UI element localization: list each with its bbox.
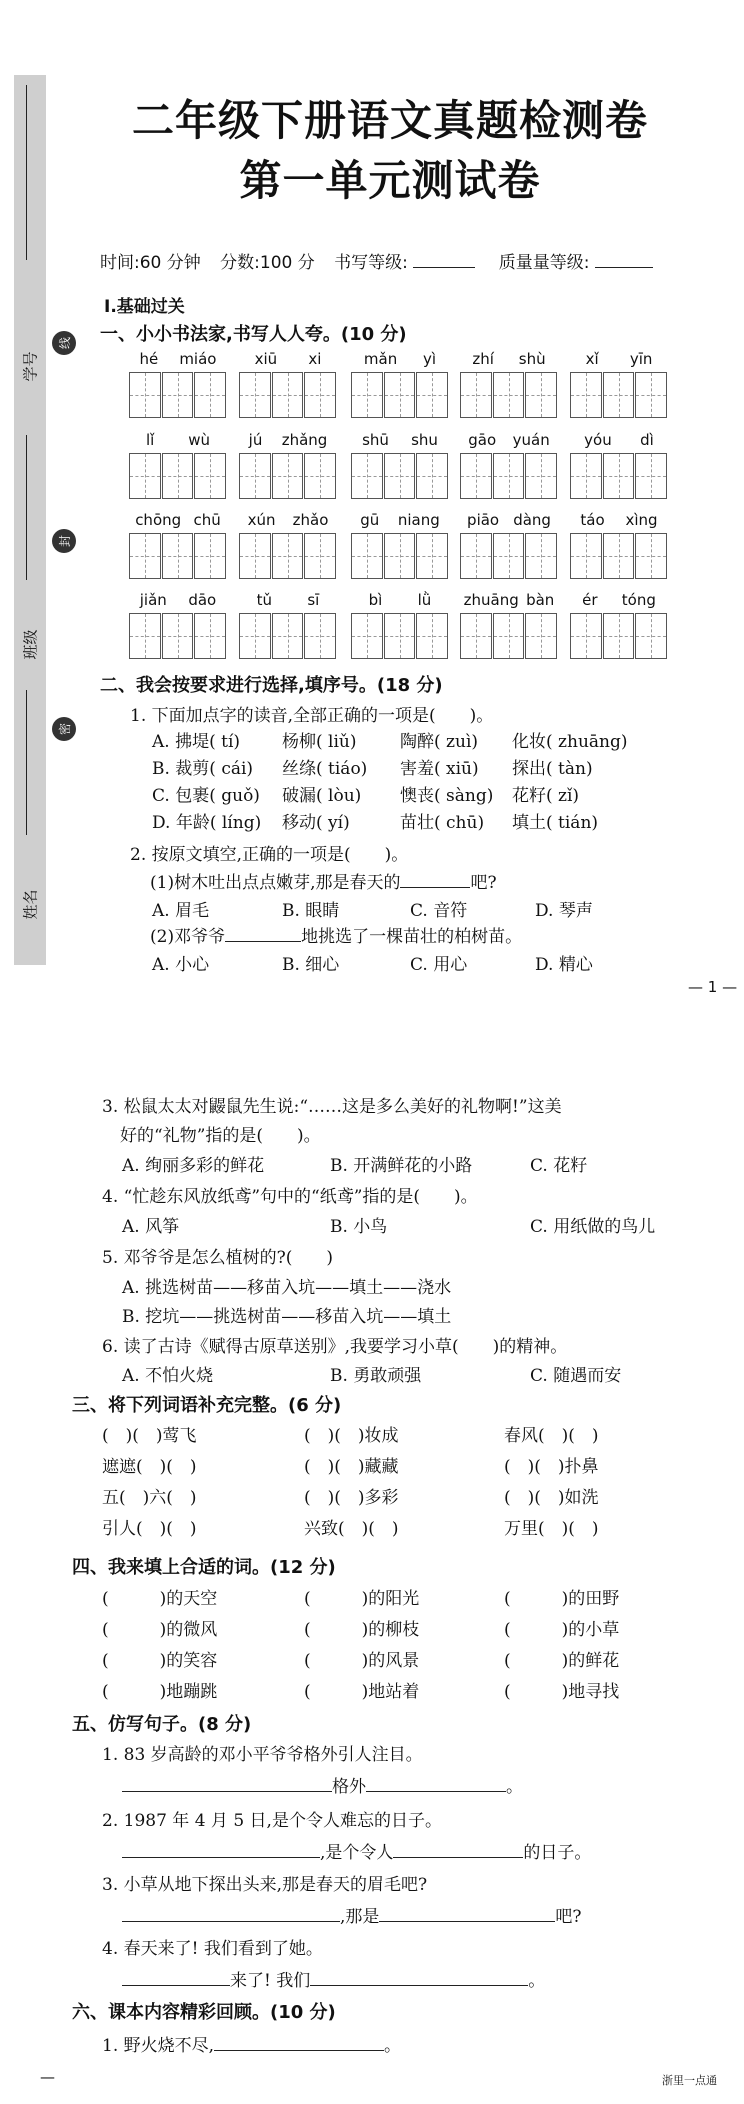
writing-box[interactable] xyxy=(239,453,271,499)
pinyin-syllable: shu xyxy=(411,431,438,449)
writing-box[interactable] xyxy=(493,453,525,499)
choice-option: B. 勇敢顽强 xyxy=(330,1366,422,1386)
choice-option: 花籽( zǐ) xyxy=(512,786,580,806)
pinyin-syllable: dāo xyxy=(188,591,217,609)
writing-box[interactable] xyxy=(635,453,667,499)
pinyin-syllable: shù xyxy=(518,350,546,368)
pinyin-syllable: ér xyxy=(582,591,598,609)
q5-s1: 1. 83 岁高龄的邓小平爷爷格外引人注目。 xyxy=(102,1745,423,1765)
pinyin-syllable: shū xyxy=(362,431,389,449)
q5-s2-end: 的日子。 xyxy=(523,1843,592,1863)
writing-box[interactable] xyxy=(304,453,336,499)
part-heading: I.基础过关 xyxy=(104,297,185,317)
pinyin-syllable: piāo xyxy=(467,511,500,529)
choice-option: D. 年龄( líng) xyxy=(152,813,262,833)
writing-box[interactable] xyxy=(384,453,416,499)
pinyin-line xyxy=(239,511,337,533)
writing-box[interactable] xyxy=(603,372,635,418)
q2-s1: 1. 下面加点字的读音,全部正确的一项是( )。 xyxy=(130,706,494,726)
writing-box[interactable] xyxy=(525,613,557,659)
idiom-blank[interactable]: 引人( )( ) xyxy=(102,1519,197,1539)
q2-s5: 5. 邓爷爷是怎么植树的?( ) xyxy=(102,1248,334,1268)
writing-box[interactable] xyxy=(239,613,271,659)
choice-option: 杨柳( liǔ) xyxy=(282,732,357,752)
choice-option: D. 琴声 xyxy=(535,901,593,921)
q5-s4-blank-b[interactable] xyxy=(310,1985,528,1986)
writing-box[interactable] xyxy=(162,372,194,418)
writing-box[interactable] xyxy=(129,372,161,418)
page-title: 二年级下册语文真题检测卷 xyxy=(131,96,648,145)
writing-boxes xyxy=(460,453,558,499)
writing-box[interactable] xyxy=(272,613,304,659)
q6-s1-end: 。 xyxy=(384,2036,402,2056)
writing-box[interactable] xyxy=(460,453,492,499)
writing-boxes xyxy=(460,372,558,418)
pinyin-word-group xyxy=(460,511,558,579)
pinyin-syllable: sī xyxy=(307,591,320,609)
pinyin-line xyxy=(351,591,449,613)
writing-box[interactable] xyxy=(570,453,602,499)
q5-s3-end: 吧? xyxy=(555,1907,582,1927)
idiom-blank[interactable]: ( )( )莺飞 xyxy=(102,1426,197,1446)
idiom-blank[interactable]: ( )( )藏藏 xyxy=(304,1457,399,1477)
idiom-blank[interactable]: 遮遮( )( ) xyxy=(102,1457,197,1477)
pinyin-line xyxy=(129,350,227,372)
student-no-label: 学号 xyxy=(21,351,40,382)
q4-heading: 四、我来填上合适的词。(12 分) xyxy=(72,1557,336,1578)
writing-box[interactable] xyxy=(351,533,383,579)
pinyin-word-group xyxy=(129,350,227,418)
writing-boxes xyxy=(570,533,668,579)
choice-option: C. 随遇而安 xyxy=(530,1366,622,1386)
pinyin-line xyxy=(129,591,227,613)
q5-s4-answer xyxy=(122,1966,545,1991)
writing-boxes xyxy=(239,613,337,659)
class-line xyxy=(26,435,27,580)
writing-box[interactable] xyxy=(525,533,557,579)
pinyin-syllable: xǐ xyxy=(585,350,599,368)
writing-boxes xyxy=(239,372,337,418)
idiom-blank[interactable]: 万里( )( ) xyxy=(504,1519,599,1539)
pinyin-syllable: xi xyxy=(308,350,322,368)
pinyin-word-group xyxy=(460,431,558,499)
idiom-blank[interactable]: 五( )六( ) xyxy=(102,1488,197,1508)
name-label: 姓名 xyxy=(21,889,40,920)
pinyin-syllable: jú xyxy=(248,431,263,449)
choice-option: A. 小心 xyxy=(152,955,210,975)
writing-box[interactable] xyxy=(460,372,492,418)
writing-boxes xyxy=(351,613,449,659)
word-blank[interactable]: ( )的笑容 xyxy=(102,1651,218,1671)
word-blank[interactable]: ( )地站着 xyxy=(304,1682,420,1702)
pinyin-line xyxy=(460,350,558,372)
choice-option: 破漏( lòu) xyxy=(282,786,362,806)
binding-margin xyxy=(14,75,46,965)
pinyin-line xyxy=(239,591,337,613)
writing-box[interactable] xyxy=(635,613,667,659)
pinyin-syllable: lǜ xyxy=(417,591,432,609)
writing-box[interactable] xyxy=(384,372,416,418)
pinyin-syllable: dì xyxy=(640,431,654,449)
writing-boxes xyxy=(239,453,337,499)
idiom-blank[interactable]: ( )( )扑鼻 xyxy=(504,1457,599,1477)
choice-option: A. 拂堤( tí) xyxy=(152,732,241,752)
writing-boxes xyxy=(239,533,337,579)
brand-footer: 浙里一点通 xyxy=(662,2074,717,2087)
writing-box[interactable] xyxy=(460,533,492,579)
pinyin-line xyxy=(570,431,668,453)
word-blank[interactable]: ( )的天空 xyxy=(102,1589,218,1609)
choice-option: A. 绚丽多彩的鲜花 xyxy=(122,1156,265,1176)
pinyin-line xyxy=(351,350,449,372)
writing-boxes xyxy=(570,613,668,659)
pinyin-syllable: yīn xyxy=(629,350,653,368)
writing-box[interactable] xyxy=(570,533,602,579)
q2-s6: 6. 读了古诗《赋得古原草送别》,我要学习小草( )的精神。 xyxy=(102,1337,568,1357)
pinyin-syllable: niang xyxy=(397,511,440,529)
pinyin-syllable: lǐ xyxy=(145,431,155,449)
writing-box[interactable] xyxy=(304,372,336,418)
pinyin-line xyxy=(460,511,558,533)
writing-box[interactable] xyxy=(570,613,602,659)
choice-option: B. 开满鲜花的小路 xyxy=(330,1156,473,1176)
writing-box[interactable] xyxy=(603,533,635,579)
seal-circle-line: 线 xyxy=(52,331,76,355)
writing-box[interactable] xyxy=(194,372,226,418)
pinyin-syllable: wù xyxy=(188,431,211,449)
pinyin-line xyxy=(351,431,449,453)
pinyin-syllable: jiǎn xyxy=(139,591,167,609)
word-blank[interactable]: ( )的田野 xyxy=(504,1589,620,1609)
pinyin-line xyxy=(570,511,668,533)
q3-heading: 三、将下列词语补充完整。(6 分) xyxy=(72,1395,342,1416)
q2-s5-b: B. 挖坑——挑选树苗——移苗入坑——填土 xyxy=(122,1307,452,1327)
choice-option: A. 眉毛 xyxy=(152,901,210,921)
writing-box[interactable] xyxy=(351,613,383,659)
choice-option: C. 包裹( guǒ) xyxy=(152,786,260,806)
writing-box[interactable] xyxy=(416,533,448,579)
q5-s1-fill: 格外 xyxy=(332,1777,366,1797)
pinyin-syllable: miáo xyxy=(179,350,217,368)
pinyin-syllable: zhǎo xyxy=(292,511,329,529)
name-line xyxy=(26,690,27,835)
q5-s3-answer xyxy=(122,1902,582,1927)
q1-heading: 一、小小书法家,书写人人夸。(10 分) xyxy=(100,324,407,345)
writing-box[interactable] xyxy=(525,453,557,499)
choice-option: A. 不怕火烧 xyxy=(122,1366,214,1386)
writing-box[interactable] xyxy=(460,613,492,659)
pinyin-line xyxy=(129,511,227,533)
choice-option: D. 精心 xyxy=(535,955,593,975)
pinyin-word-group xyxy=(239,591,337,659)
pinyin-syllable: zhí xyxy=(472,350,494,368)
writing-boxes xyxy=(129,533,227,579)
pinyin-word-group xyxy=(570,511,668,579)
q6-s1-blank[interactable] xyxy=(214,2050,384,2051)
quality-grade-blank[interactable] xyxy=(595,267,653,268)
q5-heading: 五、仿写句子。(8 分) xyxy=(72,1714,252,1735)
writing-box[interactable] xyxy=(272,453,304,499)
pinyin-word-group xyxy=(351,591,449,659)
writing-boxes xyxy=(129,613,227,659)
pinyin-line xyxy=(570,350,668,372)
seal-circle-seal: 封 xyxy=(52,529,76,553)
q2-s2a xyxy=(150,868,497,893)
q5-s2-fill: ,是个令人 xyxy=(320,1843,394,1863)
writing-box[interactable] xyxy=(351,372,383,418)
writing-box[interactable] xyxy=(162,613,194,659)
pinyin-word-group xyxy=(351,431,449,499)
writing-box[interactable] xyxy=(570,372,602,418)
writing-box[interactable] xyxy=(416,372,448,418)
choice-option: C. 用纸做的鸟儿 xyxy=(530,1217,656,1237)
pinyin-word-group xyxy=(239,350,337,418)
writing-box[interactable] xyxy=(384,613,416,659)
writing-boxes xyxy=(351,453,449,499)
pinyin-word-group xyxy=(460,591,558,659)
writing-box[interactable] xyxy=(493,533,525,579)
idiom-blank[interactable]: 春风( )( ) xyxy=(504,1426,599,1446)
choice-option: C. 花籽 xyxy=(530,1156,588,1176)
word-blank[interactable]: ( )的阳光 xyxy=(304,1589,420,1609)
q5-s1-blank-b[interactable] xyxy=(366,1791,506,1792)
pinyin-syllable: xiū xyxy=(254,350,278,368)
pinyin-syllable: yóu xyxy=(584,431,612,449)
pinyin-line xyxy=(239,350,337,372)
writing-box[interactable] xyxy=(239,533,271,579)
choice-option: B. 眼睛 xyxy=(282,901,340,921)
student-no-line xyxy=(26,85,27,260)
writing-box[interactable] xyxy=(384,533,416,579)
exam-info xyxy=(100,248,653,273)
pinyin-syllable: chōng xyxy=(135,511,182,529)
q5-s3-fill: ,那是 xyxy=(340,1907,380,1927)
pinyin-syllable: mǎn xyxy=(363,350,398,368)
pinyin-syllable: hé xyxy=(139,350,159,368)
pinyin-word-group xyxy=(239,431,337,499)
word-blank[interactable]: ( )的微风 xyxy=(102,1620,218,1640)
idiom-blank[interactable]: ( )( )多彩 xyxy=(304,1488,399,1508)
page-number: — 1 — xyxy=(688,978,738,996)
writing-boxes xyxy=(570,372,668,418)
pinyin-syllable: yuán xyxy=(512,431,550,449)
class-label: 班级 xyxy=(21,629,40,660)
writing-boxes xyxy=(129,372,227,418)
q2-s2: 2. 按原文填空,正确的一项是( )。 xyxy=(130,845,409,865)
word-blank[interactable]: ( )的风景 xyxy=(304,1651,420,1671)
q5-s2: 2. 1987 年 4 月 5 日,是个令人难忘的日子。 xyxy=(102,1811,442,1831)
writing-box[interactable] xyxy=(129,533,161,579)
choice-option: 陶醉( zuì) xyxy=(400,732,479,752)
q2-s2b-post: 地挑选了一棵苗壮的柏树苗。 xyxy=(301,927,523,947)
pinyin-syllable: xún xyxy=(247,511,276,529)
q5-s2-answer xyxy=(122,1838,591,1863)
q2-s2b-pre: (2)邓爷爷 xyxy=(150,927,226,947)
writing-boxes xyxy=(129,453,227,499)
writing-boxes xyxy=(460,533,558,579)
quality-grade-label: 质量量等级: xyxy=(498,253,590,273)
pinyin-word-group xyxy=(570,591,668,659)
pinyin-syllable: gū xyxy=(360,511,380,529)
pinyin-syllable: bàn xyxy=(526,591,555,609)
writing-box[interactable] xyxy=(304,533,336,579)
pinyin-syllable: táo xyxy=(580,511,605,529)
q6-s1-text: 1. 野火烧不尽, xyxy=(102,2036,215,2056)
q5-s4-end: 。 xyxy=(528,1971,546,1991)
q5-s3-blank-a[interactable] xyxy=(122,1921,340,1922)
choice-option: A. 风筝 xyxy=(122,1217,180,1237)
time-info: 时间:60 分钟 xyxy=(100,253,201,273)
choice-option: B. 细心 xyxy=(282,955,340,975)
writing-box[interactable] xyxy=(416,453,448,499)
q5-s4: 4. 春天来了! 我们看到了她。 xyxy=(102,1939,323,1959)
footer-dash: — xyxy=(40,2068,55,2086)
pinyin-line xyxy=(239,431,337,453)
pinyin-word-group xyxy=(239,511,337,579)
choice-option: C. 音符 xyxy=(410,901,468,921)
pinyin-word-group xyxy=(351,350,449,418)
pinyin-line xyxy=(129,431,227,453)
word-blank[interactable]: ( )地蹦跳 xyxy=(102,1682,218,1702)
writing-box[interactable] xyxy=(603,453,635,499)
q5-s3-blank-b[interactable] xyxy=(379,1921,555,1922)
writing-box[interactable] xyxy=(493,372,525,418)
q2-s2a-end: 吧? xyxy=(470,873,497,893)
idiom-blank[interactable]: 兴致( )( ) xyxy=(304,1519,399,1539)
word-blank[interactable]: ( )地寻找 xyxy=(504,1682,620,1702)
idiom-blank[interactable]: ( )( )妆成 xyxy=(304,1426,399,1446)
writing-box[interactable] xyxy=(603,613,635,659)
pinyin-word-group xyxy=(351,511,449,579)
writing-box[interactable] xyxy=(525,372,557,418)
q2-s4: 4. “忙趁东风放纸鸢”句中的“纸鸢”指的是( )。 xyxy=(102,1187,478,1207)
q5-s4-fill: 来了! 我们 xyxy=(230,1971,311,1991)
writing-box[interactable] xyxy=(129,613,161,659)
choice-option: 化妆( zhuāng) xyxy=(512,732,628,752)
writing-box[interactable] xyxy=(194,613,226,659)
seal-circle-secret: 密 xyxy=(52,717,76,741)
q6-s1 xyxy=(102,2031,401,2056)
writing-box[interactable] xyxy=(351,453,383,499)
pinyin-word-group xyxy=(129,511,227,579)
word-blank[interactable]: ( )的柳枝 xyxy=(304,1620,420,1640)
writing-box[interactable] xyxy=(162,533,194,579)
q5-s2-blank-b[interactable] xyxy=(393,1857,523,1858)
writing-grade-label: 书写等级: xyxy=(334,253,408,273)
pinyin-line xyxy=(570,591,668,613)
writing-box[interactable] xyxy=(194,533,226,579)
pinyin-syllable: bì xyxy=(368,591,383,609)
choice-option: 懊丧( sàng) xyxy=(400,786,494,806)
choice-option: 探出( tàn) xyxy=(512,759,593,779)
choice-option: 移动( yí) xyxy=(282,813,350,833)
q2-s3a: 3. 松鼠太太对鼹鼠先生说:“……这是多么美好的礼物啊!”这美 xyxy=(102,1097,562,1117)
pinyin-syllable: zhǎng xyxy=(281,431,328,449)
choice-option: 害羞( xiū) xyxy=(400,759,479,779)
score-info: 分数:100 分 xyxy=(220,253,315,273)
pinyin-syllable: xìng xyxy=(625,511,658,529)
pinyin-syllable: gāo xyxy=(468,431,497,449)
page-subtitle: 第一单元测试卷 xyxy=(239,156,541,205)
q5-s3: 3. 小草从地下探出头来,那是春天的眉毛吧? xyxy=(102,1875,428,1895)
word-blank[interactable]: ( )的鲜花 xyxy=(504,1651,620,1671)
choice-option: C. 用心 xyxy=(410,955,468,975)
idiom-blank[interactable]: ( )( )如洗 xyxy=(504,1488,599,1508)
q5-s1-answer xyxy=(122,1772,523,1797)
writing-box[interactable] xyxy=(635,372,667,418)
choice-option: 填土( tián) xyxy=(512,813,599,833)
choice-option: 丝绦( tiáo) xyxy=(282,759,368,779)
pinyin-syllable: dàng xyxy=(513,511,551,529)
pinyin-line xyxy=(351,511,449,533)
q2-heading: 二、我会按要求进行选择,填序号。(18 分) xyxy=(100,675,443,696)
pinyin-word-group xyxy=(570,350,668,418)
writing-boxes xyxy=(351,533,449,579)
choice-option: B. 裁剪( cái) xyxy=(152,759,254,779)
pinyin-syllable: tǔ xyxy=(256,591,273,609)
writing-box[interactable] xyxy=(272,533,304,579)
pinyin-syllable: zhuāng xyxy=(463,591,519,609)
writing-box[interactable] xyxy=(162,453,194,499)
writing-boxes xyxy=(351,372,449,418)
q5-s1-end: 。 xyxy=(506,1777,523,1797)
pinyin-syllable: yì xyxy=(423,350,437,368)
word-blank[interactable]: ( )的小草 xyxy=(504,1620,620,1640)
q5-s1-blank-a[interactable] xyxy=(122,1791,332,1792)
writing-boxes xyxy=(570,453,668,499)
writing-grade-blank[interactable] xyxy=(413,267,475,268)
q5-s4-blank-a[interactable] xyxy=(122,1985,230,1986)
writing-boxes xyxy=(460,613,558,659)
pinyin-syllable: chū xyxy=(193,511,221,529)
pinyin-line xyxy=(460,591,558,613)
writing-box[interactable] xyxy=(416,613,448,659)
writing-box[interactable] xyxy=(129,453,161,499)
writing-box[interactable] xyxy=(272,372,304,418)
writing-box[interactable] xyxy=(493,613,525,659)
q2-s2b-blank[interactable] xyxy=(225,941,301,942)
choice-option: B. 小鸟 xyxy=(330,1217,388,1237)
choice-option: 苗壮( chū) xyxy=(400,813,485,833)
writing-box[interactable] xyxy=(194,453,226,499)
pinyin-syllable: tóng xyxy=(621,591,656,609)
q2-s2b xyxy=(150,922,522,947)
q2-s2a-text: (1)树木吐出点点嫩芽,那是春天的 xyxy=(150,873,401,893)
q2-s5-a: A. 挑选树苗——移苗入坑——填土——浇水 xyxy=(122,1278,452,1298)
writing-box[interactable] xyxy=(239,372,271,418)
pinyin-word-group xyxy=(129,591,227,659)
writing-box[interactable] xyxy=(635,533,667,579)
pinyin-line xyxy=(460,431,558,453)
writing-box[interactable] xyxy=(304,613,336,659)
pinyin-word-group xyxy=(129,431,227,499)
q5-s2-blank-a[interactable] xyxy=(122,1857,320,1858)
pinyin-word-group xyxy=(460,350,558,418)
q2-s3b: 好的“礼物”指的是( )。 xyxy=(120,1126,321,1146)
q2-s2a-blank[interactable] xyxy=(400,887,470,888)
q6-heading: 六、课本内容精彩回顾。(10 分) xyxy=(72,2002,336,2023)
pinyin-word-group xyxy=(570,431,668,499)
